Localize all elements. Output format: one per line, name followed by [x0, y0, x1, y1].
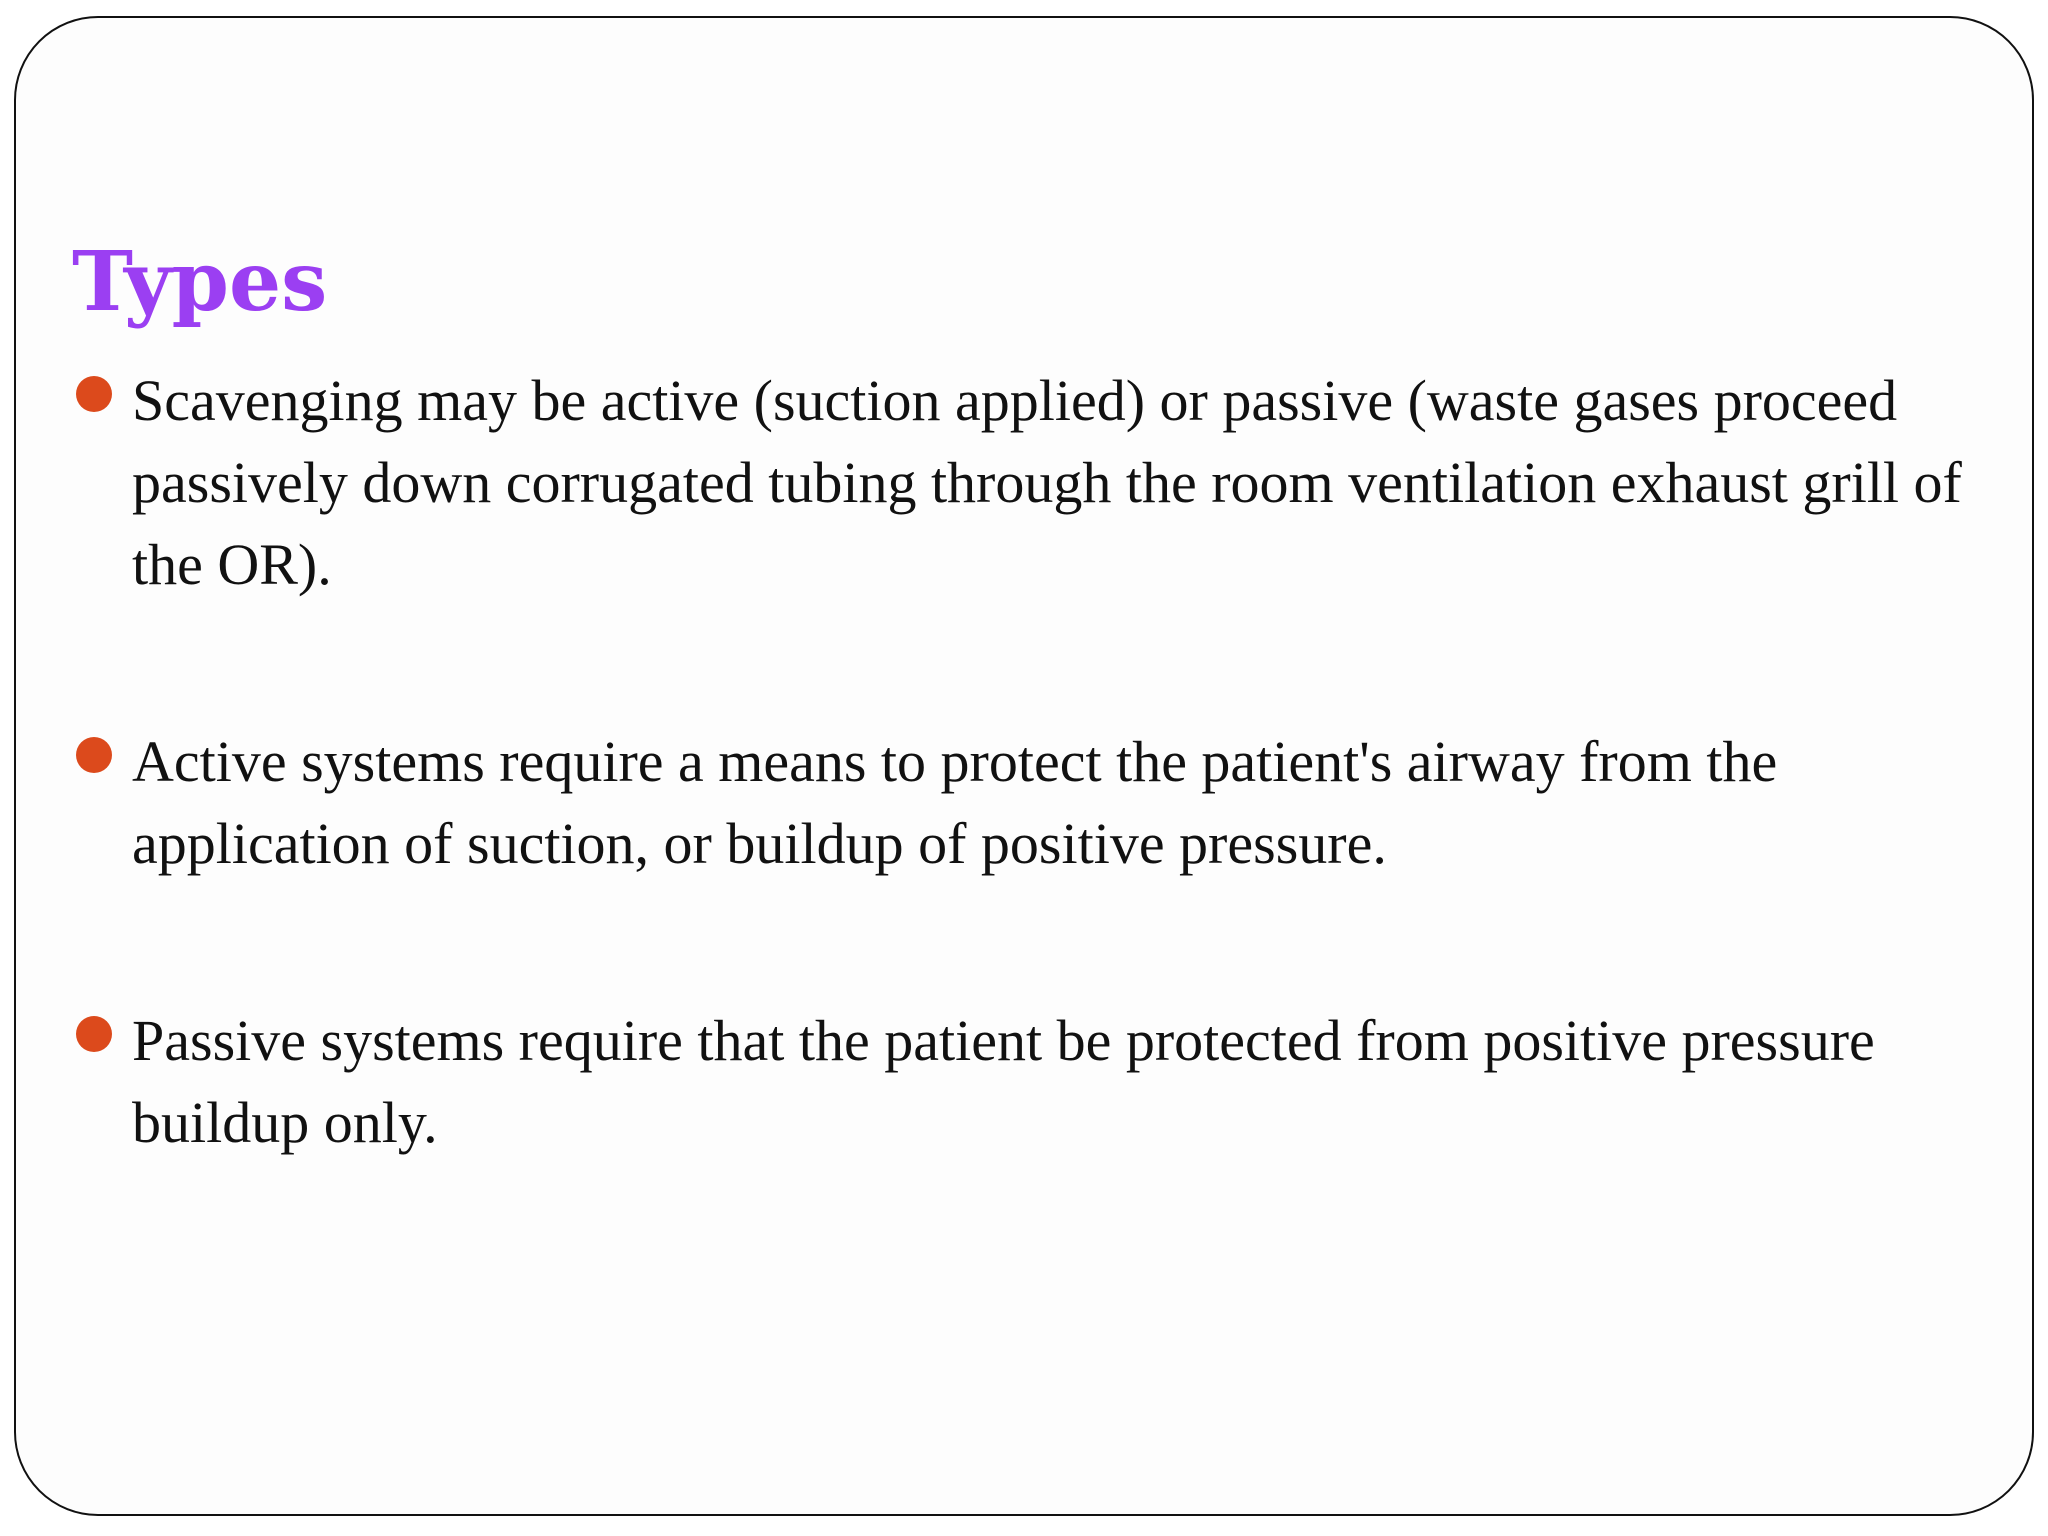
bullet-dot-icon	[76, 376, 112, 412]
bullet-dot-icon	[76, 1016, 112, 1052]
bullet-text: Scavenging may be active (suction applied) or passive (waste gases proceed passively down corrugated tubing through the room ventilation exhaust grill of the OR).	[132, 368, 1962, 597]
bullet-item-active-systems	[70, 721, 1990, 885]
bullet-text: Passive systems require that the patient be protected from positive pressure buildup only.	[132, 1008, 1875, 1155]
bullet-item-scavenging	[70, 360, 1990, 606]
bullet-list	[70, 360, 1990, 1164]
bullet-item-passive-systems	[70, 1000, 1990, 1164]
slide-title: Types	[72, 234, 328, 330]
bullet-dot-icon	[76, 737, 112, 773]
bullet-text: Active systems require a means to protect the patient's airway from the application of suction, or buildup of positive pressure.	[132, 729, 1778, 876]
